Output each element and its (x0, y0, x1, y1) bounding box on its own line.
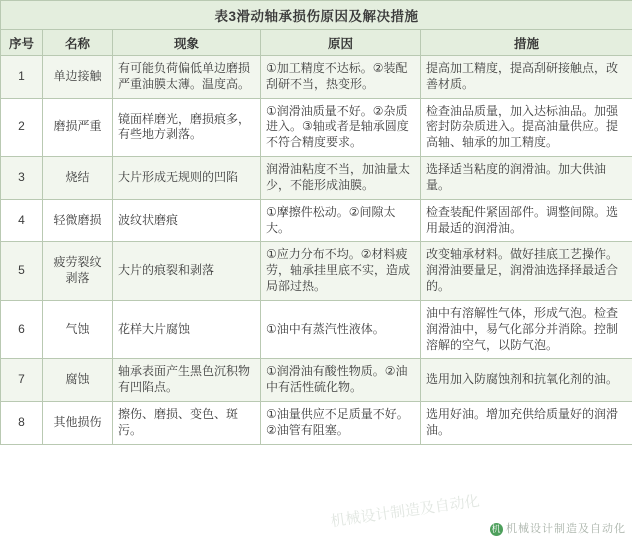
table-title-row (1, 1, 632, 30)
table-row (1, 300, 632, 358)
row-no: 4 (1, 199, 43, 242)
row-name: 单边接触 (43, 56, 113, 99)
row-measure: 选用好油。增加充供给质量好的润滑油。 (421, 402, 632, 445)
row-name: 轻微磨损 (43, 199, 113, 242)
row-no: 2 (1, 98, 43, 156)
row-cause: ①润滑油有酸性物质。②油中有活性硫化物。 (261, 359, 421, 402)
row-phenomenon: 轴承表面产生黑色沉积物有凹陷点。 (113, 359, 261, 402)
table-row (1, 157, 632, 200)
row-cause: ①润滑油质量不好。②杂质进入。③轴或者是轴承圆度不符合精度要求。 (261, 98, 421, 156)
row-no: 1 (1, 56, 43, 99)
row-no: 7 (1, 359, 43, 402)
row-no: 3 (1, 157, 43, 200)
row-cause: 润滑油粘度不当，加油量太少，不能形成油膜。 (261, 157, 421, 200)
row-no: 6 (1, 300, 43, 358)
row-measure: 油中有溶解性气体，形成气泡。检查润滑油中，易气化部分并消除。控制溶解的空气，以防气泡。 (421, 300, 632, 358)
row-cause: ①应力分布不均。②材料疲劳，轴承挂里底不实，造成局部过热。 (261, 242, 421, 300)
row-measure: 选择适当粘度的润滑油。加大供油量。 (421, 157, 632, 200)
row-no: 5 (1, 242, 43, 300)
row-cause: ①油量供应不足质量不好。②油管有阻塞。 (261, 402, 421, 445)
table-row (1, 359, 632, 402)
row-name: 其他损伤 (43, 402, 113, 445)
table-row (1, 56, 632, 99)
row-cause: ①油中有蒸汽性液体。 (261, 300, 421, 358)
row-name: 烧结 (43, 157, 113, 200)
column-header-phenomenon: 现象 (113, 30, 261, 56)
row-name: 腐蚀 (43, 359, 113, 402)
row-phenomenon: 波纹状磨痕 (113, 199, 261, 242)
row-cause: ①加工精度不达标。②装配刮研不当，热变形。 (261, 56, 421, 99)
table-row (1, 199, 632, 242)
table-header-row (1, 30, 632, 56)
row-no: 8 (1, 402, 43, 445)
row-phenomenon: 大片的痕裂和剥落 (113, 242, 261, 300)
diagonal-watermark-text: 机械设计制造及自动化 (329, 492, 481, 531)
watermark (490, 520, 626, 536)
row-measure: 提高加工精度，提高刮研接触点，改善材质。 (421, 56, 632, 99)
column-header-name: 名称 (43, 30, 113, 56)
row-phenomenon: 镜面样磨光，磨损痕多，有些地方剥落。 (113, 98, 261, 156)
row-measure: 检查装配件紧固部件。调整间隙。选用最适的润滑油。 (421, 199, 632, 242)
table-row (1, 98, 632, 156)
column-header-no: 序号 (1, 30, 43, 56)
row-measure: 选用加入防腐蚀剂和抗氧化剂的油。 (421, 359, 632, 402)
watermark-text: 机械设计制造及自动化 (506, 523, 626, 535)
row-phenomenon: 有可能负荷偏低单边磨损严重油膜太薄。温度高。 (113, 56, 261, 99)
row-phenomenon: 花样大片腐蚀 (113, 300, 261, 358)
column-header-cause: 原因 (261, 30, 421, 56)
row-phenomenon: 擦伤、磨损、变色、斑污。 (113, 402, 261, 445)
watermark-badge-icon: 机 (491, 523, 502, 534)
table-row (1, 402, 632, 445)
row-name: 疲劳裂纹剥落 (43, 242, 113, 300)
row-measure: 检查油品质量，加入达标油品。加强密封防杂质进入。提高油量供应。提高轴、轴承的加工精度。 (421, 98, 632, 156)
column-header-measure: 措施 (421, 30, 632, 56)
row-phenomenon: 大片形成无规则的凹陷 (113, 157, 261, 200)
page-title: 表3滑动轴承损伤原因及解决措施 (1, 1, 632, 30)
row-name: 气蚀 (43, 300, 113, 358)
row-measure: 改变轴承材料。做好挂底工艺操作。润滑油要量足，润滑油选择择最适合的。 (421, 242, 632, 300)
table-row (1, 242, 632, 300)
row-cause: ①摩擦件松动。②间隙太大。 (261, 199, 421, 242)
table-body (1, 1, 632, 445)
row-name: 磨损严重 (43, 98, 113, 156)
